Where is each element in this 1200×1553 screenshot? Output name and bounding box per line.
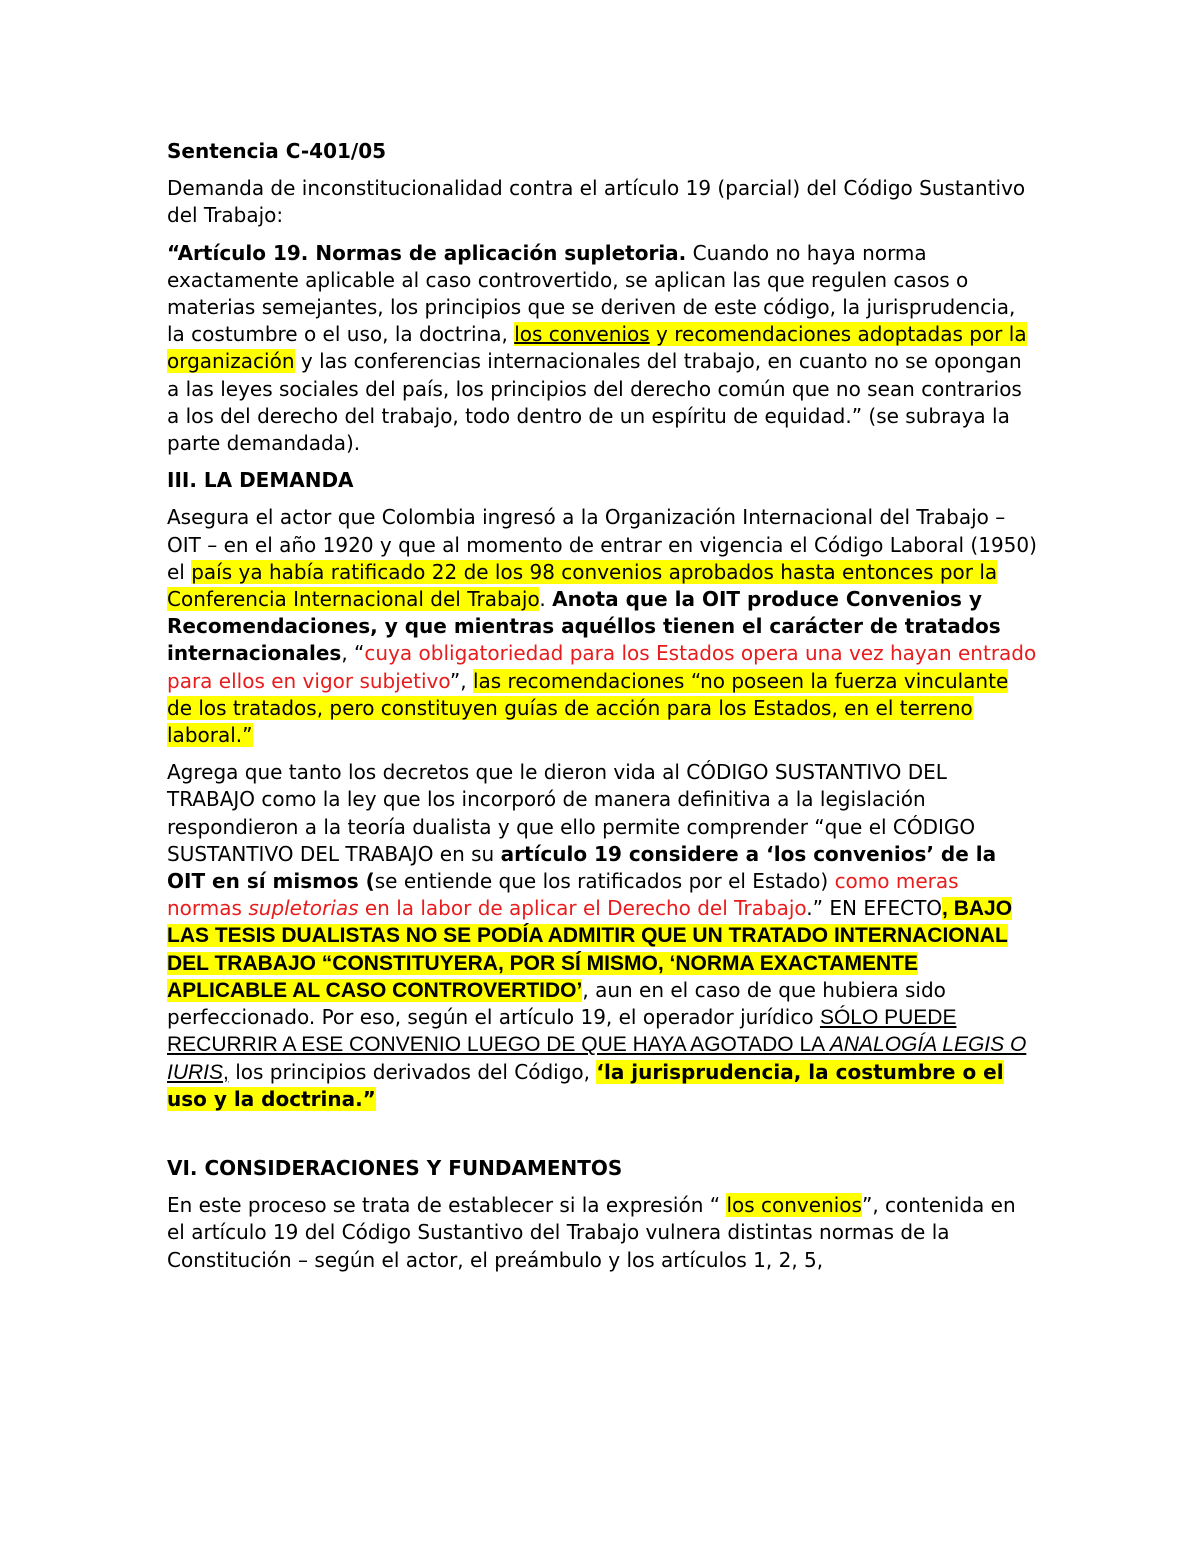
p2-highlight-bold: ‘la jurisprudencia, la costumbre o el uso y la doctrina.” — [167, 1059, 1004, 1111]
p2-text-1: Agrega que tanto los decretos que le dieron vida al CÓDIGO SUSTANTIVO DEL TRABAJO como la ley que los incorporó de manera definitiva a la legislación respondieron a la teoría dualista y que ello permite comprender “que el CÓDIGO SUSTANTIVO DEL TRABAJO en su — [167, 760, 976, 866]
p1-highlight-1: país ya había ratificado 22 de los 98 convenios aprobados hasta entonces por la Conferencia Internacional del Trabajo — [167, 559, 998, 612]
p1-text-1: Asegura el actor que Colombia ingresó a la Organización Internacional del Trabajo – OIT – en el año 1920 y que al momento de entrar en vigencia el Código Laboral (1950) el — [167, 505, 1037, 584]
s6-text-1: En este proceso se trata de establecer si la expresión “ — [167, 1193, 727, 1218]
p2-text-2: se entiende que los ratificados por el Estado) — [374, 869, 835, 894]
p2-text-4: , aun en el caso de que hubiera sido perfeccionado. Por eso, según el artículo 19, el operador jurídico — [167, 977, 946, 1030]
p2-underline-2: , — [223, 1060, 229, 1084]
p1-text-3: , “ — [341, 641, 365, 666]
section-heading-demanda: III. LA DEMANDA — [167, 468, 354, 493]
p2-underline-1: SÓLO PUEDE RECURRIR A ESE CONVENIO LUEGO DE QUE HAYA AGOTADO LA — [167, 1006, 957, 1057]
section-heading-consideraciones: VI. CONSIDERACIONES Y FUNDAMENTOS — [167, 1155, 623, 1180]
p1-text-2: . — [539, 587, 553, 612]
highlight-los-convenios: los convenios — [514, 322, 650, 347]
p1-text-4: ”, — [449, 668, 473, 693]
s6-highlight-los-convenios: los convenios — [726, 1193, 862, 1218]
p2-highlight-caps: , BAJO LAS TESIS DUALISTAS NO SE PODÍA ADMITIR QUE UN TRATADO INTERNACIONAL DEL TRABAJO “CONSTITUYERA, POR SÍ MISMO, ‘NORMA EXACTAMENTE APLICABLE AL CASO CONTROVERTIDO’ — [167, 897, 1013, 1002]
p2-underline-italic: ANALOGÍA LEGIS O IURIS — [167, 1033, 1027, 1084]
p1-red-1: cuya obligatoriedad para los Estados opera una vez hayan entrado para ellos en vigor subjetivo — [167, 641, 1037, 693]
p1-bold-1: Anota que la OIT produce Convenios y Recomendaciones, y que mientras aquéllos tienen el carácter de tratados internacionales — [167, 587, 1001, 666]
document-page — [167, 138, 1037, 1284]
doc-title: Sentencia C-401/05 — [167, 139, 387, 163]
p2-red-2: en la labor de aplicar el Derecho del Trabajo — [358, 896, 807, 921]
p2-text-3: .” EN EFECTO — [806, 896, 943, 921]
article-text-1: Cuando no haya norma exactamente aplicable al caso controvertido, se aplican las que regulen casos o materias semejantes, los principios que se deriven de este código, la jurisprudencia, la costumbre o el uso, la doctrina, — [167, 240, 1016, 347]
consideraciones-paragraph — [167, 1192, 1037, 1274]
p2-bold-1: artículo 19 considere a ‘los convenios’ de la OIT en sí mismos ( — [167, 841, 997, 894]
p1-highlight-2: las recomendaciones “no poseen la fuerza vinculante de los tratados, pero constituyen guías de acción para los Estados, en el terreno laboral.” — [167, 668, 1009, 748]
p2-text-5: los principios derivados del Código, — [228, 1059, 597, 1084]
article-19-quote — [167, 240, 1037, 458]
s6-text-2: ”, contenida en el artículo 19 del Código Sustantivo del Trabajo vulnera distintas normas de la Constitución – según el actor, el preámbulo y los artículos 1, 2, 5, — [167, 1193, 1016, 1272]
article-heading: “Artículo 19. Normas de aplicación supletoria. — [167, 240, 687, 265]
demanda-paragraph-1 — [167, 504, 1037, 749]
demanda-paragraph-2 — [167, 759, 1037, 1113]
p2-red-italic: supletorias — [248, 896, 359, 921]
intro-paragraph: Demanda de inconstitucionalidad contra el artículo 19 (parcial) del Código Sustantivo del Trabajo: — [167, 176, 1026, 228]
p2-red-1: como meras normas — [167, 869, 959, 921]
article-text-2: y las conferencias internacionales del trabajo, en cuanto no se opongan a las leyes sociales del país, los principios del derecho común que no sean contrarios a los del derecho del trabajo, todo dentro de un espíritu de equidad.” (se subraya la parte demandada). — [167, 349, 1022, 456]
highlight-recomendaciones: y recomendaciones adoptadas por la organización — [167, 322, 1027, 374]
